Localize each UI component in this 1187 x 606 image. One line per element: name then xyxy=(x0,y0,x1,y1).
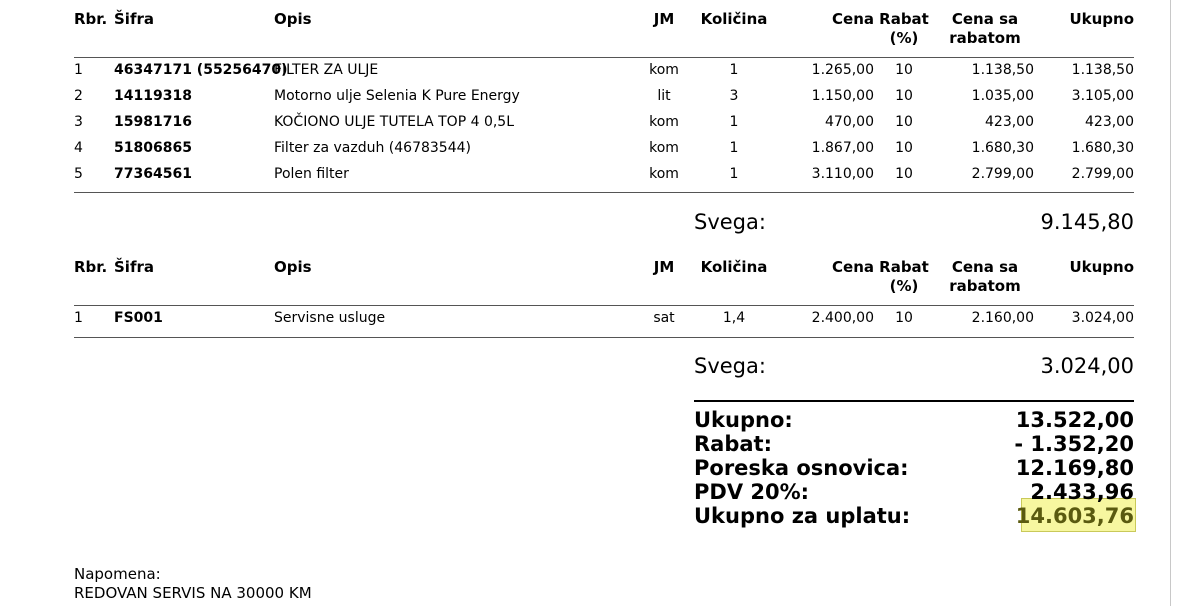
services-subtotal-value: 3.024,00 xyxy=(1040,354,1134,378)
header-rabat-2: (%) xyxy=(889,277,919,295)
amount-due-value: 14.603,76 xyxy=(1015,504,1134,528)
parts-header-divider xyxy=(74,57,1134,58)
cell-opis: Servisne usluge xyxy=(274,310,386,326)
discount-value: - 1.352,20 xyxy=(1014,432,1134,456)
header-opis: Opis xyxy=(274,10,312,28)
header-csr-1: Cena sa xyxy=(951,258,1019,276)
header-rbr: Rbr. xyxy=(74,10,108,28)
cell-rbr: 3 xyxy=(74,114,83,130)
amount-due-label: Ukupno za uplatu: xyxy=(694,504,911,528)
header-cena-sa-rabatom xyxy=(930,258,1040,296)
header-ukupno: Ukupno xyxy=(1069,258,1134,276)
cell-kolicina: 1 xyxy=(729,166,739,182)
parts-table-bottom-divider xyxy=(74,192,1134,193)
discount-label: Rabat: xyxy=(694,432,772,456)
tax-base-label: Poreska osnovica: xyxy=(694,456,909,480)
header-csr-2: rabatom xyxy=(949,29,1021,47)
header-cena: Cena xyxy=(832,10,874,28)
cell-opis: Polen filter xyxy=(274,166,349,182)
vat-value: 2.433,96 xyxy=(1030,480,1134,504)
cell-jm: kom xyxy=(649,140,679,156)
cell-kolicina: 1 xyxy=(729,62,739,78)
cell-opis: FILTER ZA ULJE xyxy=(274,62,379,78)
header-opis: Opis xyxy=(274,258,312,276)
tax-base-value: 12.169,80 xyxy=(1015,456,1134,480)
totals-divider xyxy=(694,400,1134,402)
cell-cena: 3.110,00 xyxy=(811,166,874,182)
cell-opis: Motorno ulje Selenia K Pure Energy xyxy=(274,88,520,104)
header-kolicina: Količina xyxy=(700,258,768,276)
header-cena: Cena xyxy=(832,258,874,276)
cell-jm: kom xyxy=(649,166,679,182)
cell-cena: 1.150,00 xyxy=(811,88,874,104)
header-jm: JM xyxy=(653,10,675,28)
page-edge xyxy=(1170,0,1171,606)
cell-jm: lit xyxy=(657,88,671,104)
cell-sifra: FS001 xyxy=(114,310,163,326)
cell-cena: 470,00 xyxy=(825,114,874,130)
cell-rabat: 10 xyxy=(895,88,913,104)
cell-kolicina: 1 xyxy=(729,114,739,130)
parts-subtotal-label: Svega: xyxy=(694,210,766,234)
cell-cena-sa-rabatom: 2.160,00 xyxy=(971,310,1034,326)
cell-rbr: 5 xyxy=(74,166,83,182)
cell-jm: sat xyxy=(653,310,675,326)
cell-kolicina: 1,4 xyxy=(722,310,746,326)
cell-sifra: 51806865 xyxy=(114,140,192,156)
header-sifra: Šifra xyxy=(114,258,154,276)
cell-cena-sa-rabatom: 423,00 xyxy=(985,114,1034,130)
cell-cena-sa-rabatom: 2.799,00 xyxy=(971,166,1034,182)
cell-cena-sa-rabatom: 1.680,30 xyxy=(971,140,1034,156)
cell-rabat: 10 xyxy=(895,114,913,130)
services-subtotal-label: Svega: xyxy=(694,354,766,378)
header-ukupno: Ukupno xyxy=(1069,10,1134,28)
cell-rbr: 4 xyxy=(74,140,83,156)
cell-cena: 1.265,00 xyxy=(811,62,874,78)
header-csr-2: rabatom xyxy=(949,277,1021,295)
cell-rabat: 10 xyxy=(895,166,913,182)
cell-ukupno: 3.105,00 xyxy=(1071,88,1134,104)
header-kolicina: Količina xyxy=(700,10,768,28)
cell-ukupno: 423,00 xyxy=(1085,114,1134,130)
cell-rabat: 10 xyxy=(895,140,913,156)
cell-ukupno: 2.799,00 xyxy=(1071,166,1134,182)
cell-rabat: 10 xyxy=(895,62,913,78)
cell-jm: kom xyxy=(649,114,679,130)
parts-subtotal-value: 9.145,80 xyxy=(1040,210,1134,234)
note-label: Napomena: xyxy=(74,565,161,583)
cell-sifra: 15981716 xyxy=(114,114,192,130)
cell-rbr: 2 xyxy=(74,88,83,104)
cell-kolicina: 3 xyxy=(729,88,739,104)
total-label: Ukupno: xyxy=(694,408,793,432)
cell-opis: Filter za vazduh (46783544) xyxy=(274,140,471,156)
header-rabat xyxy=(876,10,932,48)
cell-ukupno: 3.024,00 xyxy=(1071,310,1134,326)
header-rbr: Rbr. xyxy=(74,258,108,276)
cell-jm: kom xyxy=(649,62,679,78)
header-csr-1: Cena sa xyxy=(951,10,1019,28)
cell-sifra: 14119318 xyxy=(114,88,192,104)
cell-cena: 1.867,00 xyxy=(811,140,874,156)
cell-rbr: 1 xyxy=(74,62,83,78)
cell-ukupno: 1.680,30 xyxy=(1071,140,1134,156)
cell-cena-sa-rabatom: 1.035,00 xyxy=(971,88,1034,104)
cell-opis: KOČIONO ULJE TUTELA TOP 4 0,5L xyxy=(274,114,515,130)
cell-sifra: 46347171 (55256470) xyxy=(114,62,288,78)
cell-kolicina: 1 xyxy=(729,140,739,156)
header-jm: JM xyxy=(653,258,675,276)
total-value: 13.522,00 xyxy=(1015,408,1134,432)
cell-cena: 2.400,00 xyxy=(811,310,874,326)
header-rabat-2: (%) xyxy=(889,29,919,47)
header-rabat xyxy=(876,258,932,296)
header-rabat-1: Rabat xyxy=(879,10,929,28)
header-cena-sa-rabatom xyxy=(930,10,1040,48)
services-table-bottom-divider xyxy=(74,337,1134,338)
cell-sifra: 77364561 xyxy=(114,166,192,182)
cell-rbr: 1 xyxy=(74,310,83,326)
header-sifra: Šifra xyxy=(114,10,154,28)
cell-cena-sa-rabatom: 1.138,50 xyxy=(971,62,1034,78)
vat-label: PDV 20%: xyxy=(694,480,810,504)
header-rabat-1: Rabat xyxy=(879,258,929,276)
cell-rabat: 10 xyxy=(895,310,913,326)
note-text: REDOVAN SERVIS NA 30000 KM xyxy=(74,584,312,602)
services-header-divider xyxy=(74,305,1134,306)
cell-ukupno: 1.138,50 xyxy=(1071,62,1134,78)
